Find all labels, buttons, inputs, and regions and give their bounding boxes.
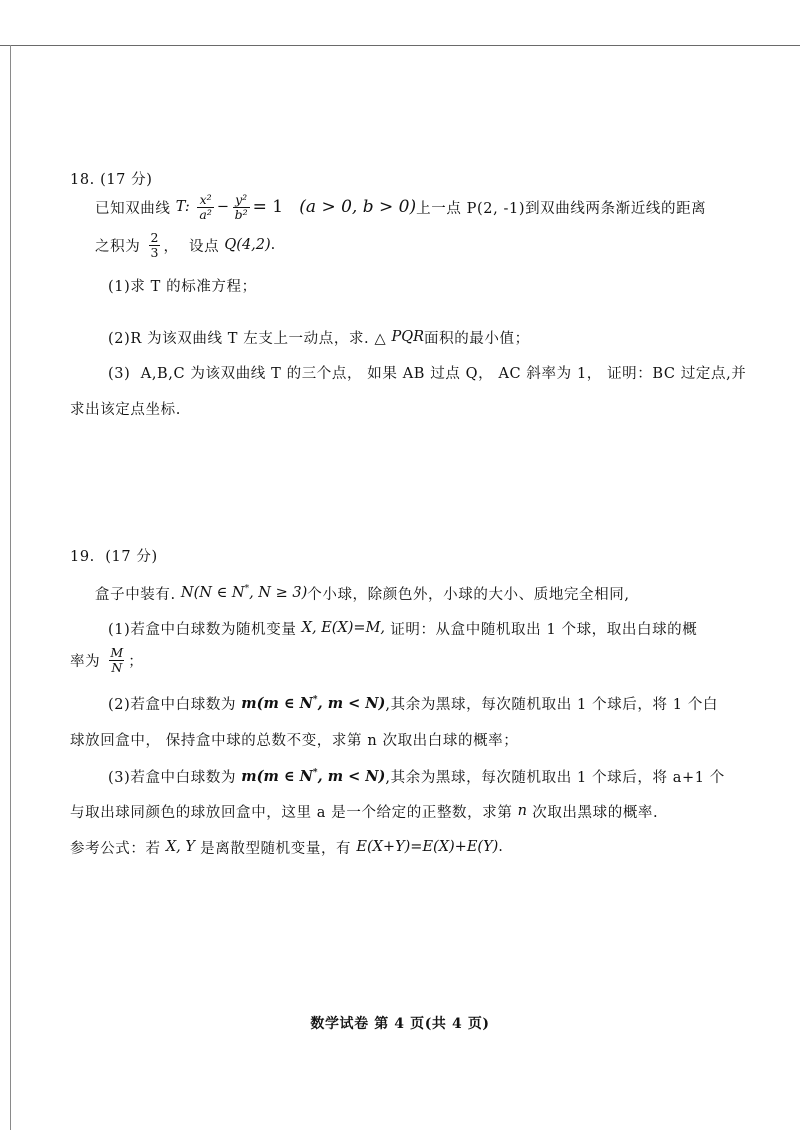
part-prefix: 率为 — [70, 653, 106, 670]
part-suffix: 证明：从盒中随机取出 1 个球，取出白球的概 — [385, 621, 698, 638]
reference-prefix: 参考公式：若 — [70, 840, 166, 857]
q18-heading: 18. (17 分) — [70, 171, 153, 188]
q19-part-1-line-1 — [108, 610, 697, 646]
math-part-b: , m < N) — [317, 694, 386, 712]
triangle-name: PQR — [391, 329, 424, 345]
math-part-b: , m < N) — [317, 767, 386, 785]
math-part-a: N(N ∈ N — [180, 585, 245, 601]
stem-middle: ， 设点 — [163, 238, 225, 255]
top-border-line — [0, 45, 800, 46]
fraction-denominator: b² — [234, 206, 248, 222]
fraction-numerator: 2 — [150, 229, 159, 245]
curve-name: T: — [175, 199, 195, 215]
minus-sign: − — [216, 199, 230, 215]
fraction-x2-over-a2 — [197, 193, 213, 222]
draw-index-variable: n — [517, 803, 528, 819]
reference-variables: X, Y — [165, 839, 195, 855]
q18-part-3-line-2: 求出该定点坐标. — [70, 401, 181, 418]
q19-stem — [95, 575, 630, 611]
q19-heading: 19. (17 分) — [70, 548, 158, 565]
q18-part-1: (1)求 T 的标准方程； — [108, 278, 257, 295]
q18-part-3-line-1: (3) A,B,C 为该双曲线 T 的三个点， 如果 AB 过点 Q， AC 斜率为 1， 证明：BC 过定点,并 — [108, 365, 747, 382]
part-suffix: ,其余为黑球，每次随机取出 1 个球后，将 a+1 个 — [385, 769, 725, 786]
parameter-condition: (a > 0, b > 0) — [283, 197, 417, 217]
fraction-numerator: M — [110, 644, 124, 660]
fraction-numerator: x² — [199, 191, 212, 207]
fraction-denominator: 3 — [150, 244, 159, 260]
math-superscript: * — [244, 584, 250, 595]
q19-part-3-line-2 — [70, 793, 658, 829]
part-suffix: ； — [128, 653, 144, 670]
linearity-formula: E(X+Y)=E(X)+E(Y) — [356, 839, 499, 855]
stem-prefix: 之积为 — [95, 238, 146, 255]
fraction-y2-over-b2 — [233, 193, 250, 222]
left-border-line — [10, 45, 11, 1130]
math-part-b: , N ≥ 3) — [249, 585, 308, 601]
q18-stem-line-2 — [95, 227, 276, 263]
part-prefix: (1)若盒中白球数为随机变量 — [108, 621, 302, 638]
reference-end: . — [498, 839, 504, 855]
white-ball-condition — [241, 768, 385, 785]
reference-middle: 是离散型随机变量，有 — [194, 840, 357, 857]
reference-formula — [70, 829, 504, 865]
math-part-a: m(m ∈ N — [241, 694, 313, 712]
equals-one: = 1 — [252, 197, 284, 217]
math-superscript: * — [312, 767, 318, 778]
ball-count-condition — [181, 585, 307, 601]
q18-stem-line-1 — [95, 189, 706, 225]
math-part-a: m(m ∈ N — [241, 767, 313, 785]
part-prefix: (2)若盒中白球数为 — [108, 696, 242, 713]
q19-part-2-line-2: 球放回盒中， 保持盒中球的总数不变，求第 n 次取出白球的概率； — [70, 732, 519, 749]
q19-part-1-line-2 — [70, 642, 143, 678]
expectation-condition: X, E(X)=M, — [301, 620, 386, 636]
fraction-denominator: a² — [199, 206, 212, 222]
fraction-m-over-n — [108, 646, 125, 675]
part-prefix: 与取出球同颜色的球放回盒中，这里 a 是一个给定的正整数，求第 — [70, 804, 518, 821]
math-superscript: * — [312, 694, 318, 705]
q19-part-3-line-1 — [108, 758, 725, 794]
part-suffix: ,其余为黑球，每次随机取出 1 个球后，将 1 个白 — [385, 696, 719, 713]
q19-part-2-line-1 — [108, 685, 718, 721]
point-q: Q(4,2) — [224, 237, 271, 253]
q18-part-2 — [108, 319, 530, 355]
part-prefix: (2)R 为该双曲线 T 左支上一动点，求. △ — [108, 330, 392, 347]
fraction-denominator: N — [111, 659, 123, 675]
stem-prefix: 盒子中装有. — [95, 586, 181, 603]
page-footer: 数学试卷 第 4 页(共 4 页) — [310, 1016, 490, 1032]
stem-prefix: 已知双曲线 — [95, 200, 176, 217]
part-suffix: 面积的最小值； — [424, 330, 530, 347]
stem-suffix: 个小球，除颜色外，小球的大小、质地完全相同, — [307, 586, 630, 603]
stem-end: . — [270, 237, 276, 253]
white-ball-condition — [241, 695, 385, 712]
fraction-2-over-3 — [149, 231, 161, 260]
part-prefix: (3)若盒中白球数为 — [108, 769, 242, 786]
fraction-numerator: y² — [235, 191, 248, 207]
part-suffix: 次取出黑球的概率. — [527, 804, 659, 821]
stem-suffix: 上一点 P(2, -1)到双曲线两条渐近线的距离 — [416, 200, 707, 217]
